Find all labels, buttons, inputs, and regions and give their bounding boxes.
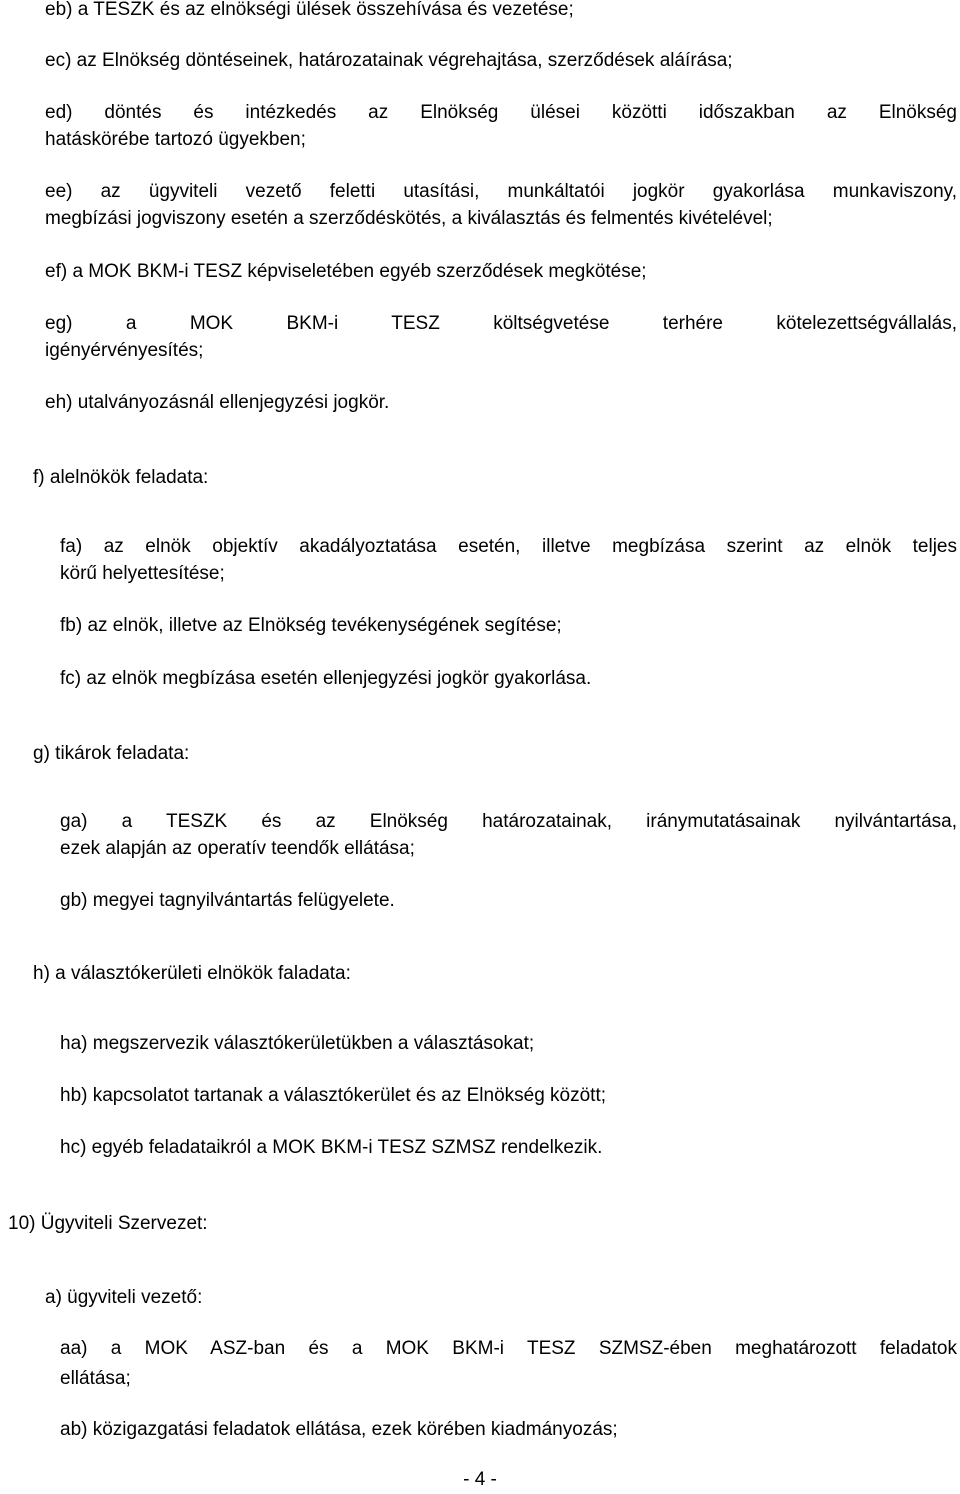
item-eg-line1: eg) a MOK BKM-i TESZ költségvetése terhére kötelezettségvállalás, (45, 313, 957, 334)
item-fb: fb) az elnök, illetve az Elnökség tevékenységének segítése; (60, 615, 562, 636)
section-10-heading: 10) Ügyviteli Szervezet: (8, 1213, 208, 1234)
item-ee-line1: ee) az ügyviteli vezető feletti utasítási, munkáltatói jogkör gyakorlása munkaviszony, (45, 181, 957, 202)
item-fc: fc) az elnök megbízása esetén ellenjegyzési jogkör gyakorlása. (60, 668, 592, 689)
item-ga-line1: ga) a TESZK és az Elnökség határozatainak, iránymutatásainak nyilvántartása, (60, 811, 957, 832)
item-ga-line2: ezek alapján az operatív teendők ellátása; (60, 838, 415, 859)
item-eh: eh) utalványozásnál ellenjegyzési jogkör. (45, 392, 390, 413)
item-ed-line1: ed) döntés és intézkedés az Elnökség ülései közötti időszakban az Elnökség (45, 102, 957, 123)
item-ee-line2: megbízási jogviszony esetén a szerződéskötés, a kiválasztás és felmentés kivételével; (45, 208, 773, 229)
item-aa-line2: ellátása; (60, 1368, 131, 1389)
item-eg-line2: igényérvényesítés; (45, 340, 204, 361)
item-aa-line1: aa) a MOK ASZ-ban és a MOK BKM-i TESZ SZMSZ-ében meghatározott feladatok (60, 1338, 957, 1359)
item-fa-line1: fa) az elnök objektív akadályoztatása esetén, illetve megbízása szerint az elnök teljes (60, 536, 957, 557)
item-ef: ef) a MOK BKM-i TESZ képviseletében egyéb szerződések megkötése; (45, 261, 647, 282)
item-ec: ec) az Elnökség döntéseinek, határozatainak végrehajtása, szerződések aláírása; (45, 50, 733, 71)
item-gb: gb) megyei tagnyilvántartás felügyelete. (60, 890, 395, 911)
page-number: - 4 - (463, 1469, 497, 1490)
subsection-a-heading: a) ügyviteli vezető: (45, 1287, 203, 1308)
item-ab: ab) közigazgatási feladatok ellátása, ezek körében kiadmányozás; (60, 1419, 618, 1440)
item-ha: ha) megszervezik választókerületükben a választásokat; (60, 1033, 535, 1054)
item-fa-line2: körű helyettesítése; (60, 563, 225, 584)
item-hb: hb) kapcsolatot tartanak a választókerület és az Elnökség között; (60, 1085, 607, 1106)
item-hc: hc) egyéb feladataikról a MOK BKM-i TESZ SZMSZ rendelkezik. (60, 1137, 603, 1158)
item-ed-line2: hatáskörébe tartozó ügyekben; (45, 129, 306, 150)
section-f-heading: f) alelnökök feladata: (33, 467, 209, 488)
section-g-heading: g) tikárok feladata: (33, 743, 190, 764)
section-h-heading: h) a választókerületi elnökök faladata: (33, 963, 351, 984)
item-eb: eb) a TESZK és az elnökségi ülések összehívása és vezetése; (45, 0, 574, 20)
